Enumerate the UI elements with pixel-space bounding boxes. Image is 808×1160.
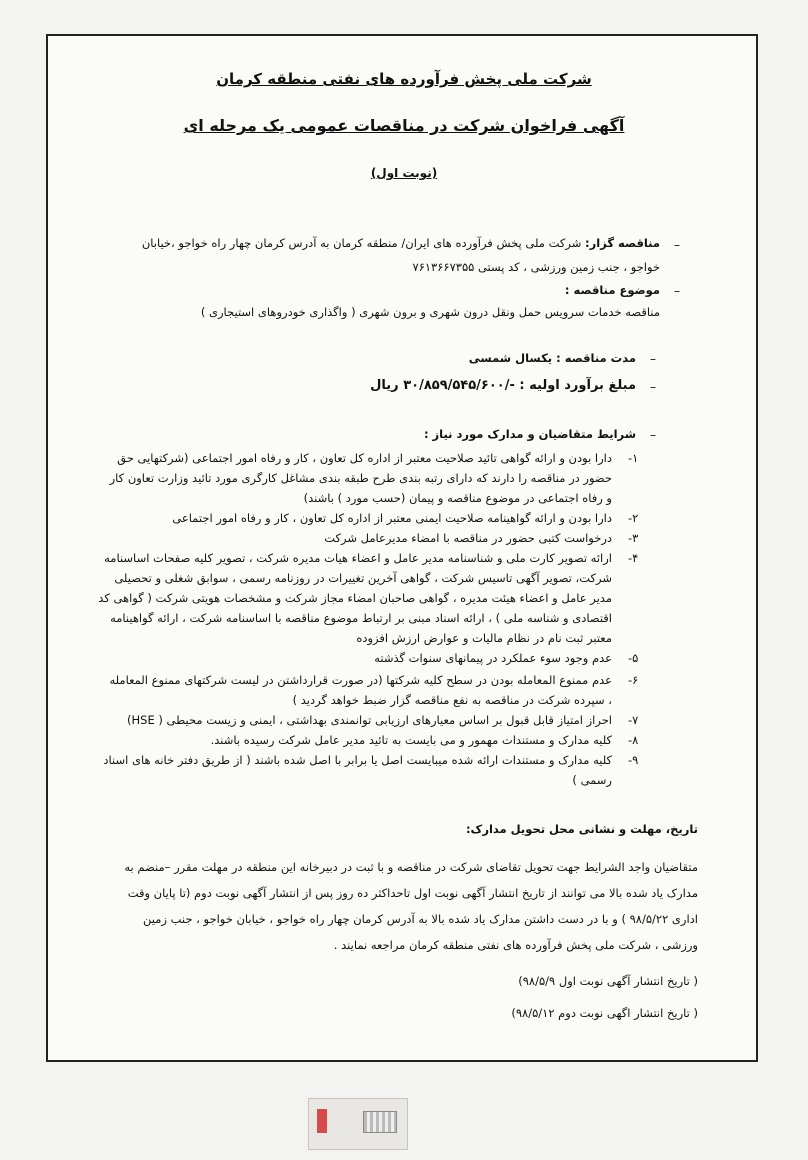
bullet-dash: – xyxy=(650,428,656,442)
organizer-text: شرکت ملی پخش فرآورده های ایران/ منطقه کرمان به آدرس کرمان چهار راه خواجو ،خیابان xyxy=(141,236,582,250)
company-title: شرکت ملی پخش فرآورده های نفتی منطقه کرمان xyxy=(216,70,592,88)
requirement-text-line: اقتصادی و شناسه ملی ) ، ارائه اسناد مبنی بر ارتباط موضوع مناقصه با اساسنامه شرکت ، ارائه گواهینامه xyxy=(110,611,612,625)
subject-label: موضوع مناقصه : xyxy=(564,283,660,297)
requirement-text-line: درخواست کتبی حضور در مناقصه با امضاء مدیرعامل شرکت xyxy=(324,531,612,545)
requirement-text-line: مدیر عامل و اعضاء هیئت مدیره ، گواهی صاحبان امضاء مجاز شرکت و مشخصات هویتی شرکت ( گواهی کد xyxy=(98,591,612,605)
initial-estimate: مبلغ برآورد اولیه : -/۳۰/۸۵۹/۵۴۵/۶۰۰ ریال xyxy=(370,378,636,393)
requirement-text-line: ارائه تصویر کارت ملی و شناسنامه مدیر عامل و اعضاء هیات مدیره شرکت ، تصویر کلیه صفحات اساسنامه xyxy=(104,551,612,565)
round-label: (نوبت اول) xyxy=(370,166,438,180)
delivery-text-line: ورزشی ، شرکت ملی پخش فرآورده های نفتی منطقه کرمان مراجعه نمایند . xyxy=(333,938,698,952)
requirement-text-line: ، سپرده شرکت در مناقصه به نفع مناقصه گزار ضبط خواهد گردید ) xyxy=(292,693,612,707)
delivery-heading: تاریخ، مهلت و نشانی محل تحویل مدارک: xyxy=(465,822,698,836)
requirement-text-line: دارا بودن و ارائه گواهینامه صلاحیت ایمنی معتبر از اداره کل تعاون ، کار و رفاه امور اجتماعی xyxy=(172,511,612,525)
organizer-label: مناقصه گزار: xyxy=(585,236,660,250)
requirement-text-line: عدم ممنوع المعامله بودن در سطح کلیه شرکتها (در صورت قرارداشتن در لیست شرکتهای ممنوع المعامله xyxy=(109,673,612,687)
requirement-text-line: حضور در مناقصه را دارند که دارای رتبه بندی طرح طبقه بندی مشاغل کارگری مورد تائید وزارت تعاون کار xyxy=(109,471,612,485)
requirement-text-line: شرکت، تصویر آگهی تاسیس شرکت ، گواهی آخرین تغییرات در روزنامه رسمی ، سوابق شغلی و تحصیلی xyxy=(114,571,612,585)
requirement-text-line: و رفاه اجتماعی در موضوع مناقصه و پیمان (حسب مورد ) باشند) xyxy=(303,491,612,505)
requirement-number: ۱- xyxy=(628,451,639,465)
requirement-text-line: معتبر ثبت نام در نظام مالیات و عوارض ارزش افزوده xyxy=(356,631,612,645)
requirement-text-line: کلیه مدارک و مستندات ارائه شده میبایست اصل یا برابر با اصل شده باشند ( از طریق دفتر خانه های اسناد xyxy=(103,753,612,767)
requirement-text-line: دارا بودن و ارائه گواهی تائید صلاحیت معتبر از اداره کل تعاون ، کار و رفاه امور اجتماعی (شرکتهایی حق xyxy=(117,451,612,465)
requirement-text-line: رسمی ) xyxy=(572,773,612,787)
subject-text: مناقصه خدمات سرویس حمل ونقل درون شهری و برون شهری ( واگذاری خودروهای استیجاری ) xyxy=(200,305,660,319)
film-strip-icon xyxy=(363,1111,397,1133)
organizer-line-2: خواجو ، جنب زمین ورزشی ، کد پستی ۷۶۱۳۶۶۷۳۵۵ xyxy=(412,260,660,274)
announcement-title: آگهی فراخوان شرکت در مناقصات عمومی یک مرحله ای xyxy=(183,116,625,135)
document-frame xyxy=(46,34,758,1062)
delivery-text-line: متقاضیان واجد الشرایط جهت تحویل تقاضای شرکت در مناقصه و با ثبت در دبیرخانه این منطقه در مهلت مقرر –منضم به xyxy=(124,860,698,874)
requirement-number: ۶- xyxy=(628,673,639,687)
bullet-dash: – xyxy=(674,238,680,252)
tender-duration: مدت مناقصه : یکسال شمسی xyxy=(468,351,636,365)
requirement-number: ۵- xyxy=(628,651,639,665)
organizer-line-1 xyxy=(142,236,660,250)
bullet-dash: – xyxy=(674,284,680,298)
requirement-number: ۹- xyxy=(628,753,639,767)
requirement-text-line: عدم وجود سوء عملکرد در پیمانهای سنوات گذشته xyxy=(374,651,612,665)
requirement-number: ۴- xyxy=(628,551,639,565)
red-mark-icon xyxy=(317,1109,327,1133)
requirements-heading: شرایط متقاضیان و مدارک مورد نیاز : xyxy=(423,427,636,441)
requirement-number: ۲- xyxy=(628,511,639,525)
requirement-text-line: کلیه مدارک و مستندات مهمور و می بایست به تائید مدیر عامل شرکت رسیده باشند. xyxy=(210,733,612,747)
requirement-number: ۳- xyxy=(628,531,639,545)
delivery-text-line: اداری ۹۸/۵/۲۲ ) و با در دست داشتن مدارک یاد شده بالا به آدرس کرمان چهار راه خواجو ، خیابان خواجو ، جنب زمین xyxy=(143,912,698,926)
bullet-dash: – xyxy=(650,352,656,366)
delivery-text-line: مدارک یاد شده بالا می توانند از تاریخ انتشار آگهی نوبت اول تاحداکثر ده روز پس از انتشار آگهی نوبت دوم (تا پایان وقت xyxy=(127,886,698,900)
scan-stamp-image xyxy=(308,1098,408,1150)
requirement-number: ۸- xyxy=(628,733,639,747)
requirement-number: ۷- xyxy=(628,713,639,727)
bullet-dash: – xyxy=(650,380,656,394)
publish-date-first: ( تاریخ انتشار آگهی نوبت اول ۹۸/۵/۹) xyxy=(518,974,698,988)
publish-date-second: ( تاریخ انتشار اگهی نوبت دوم ۹۸/۵/۱۲) xyxy=(511,1006,698,1020)
requirement-text-line: احراز امتیاز قابل قبول بر اساس معیارهای ارزیابی توانمندی بهداشتی ، ایمنی و زیست محیطی ( HSE) xyxy=(127,713,612,727)
